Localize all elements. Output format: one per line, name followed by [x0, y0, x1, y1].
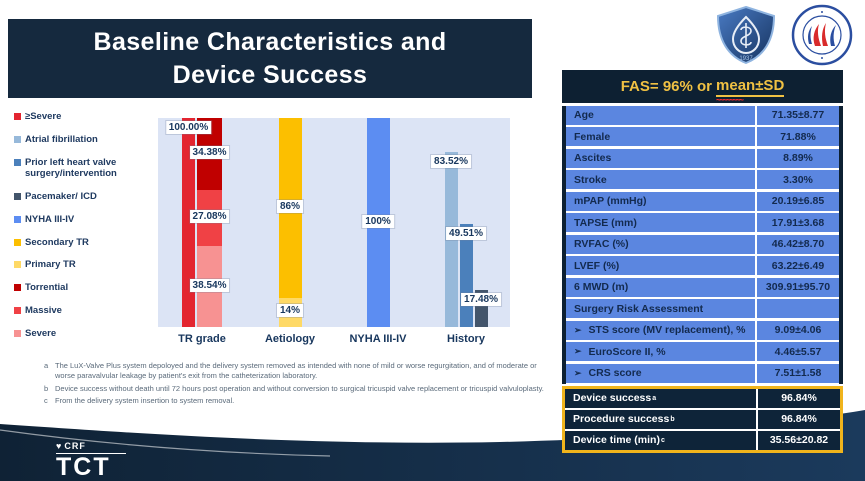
chart-group [422, 118, 510, 345]
table-row-value: 7.51±1.58 [757, 364, 839, 383]
table-row-label: LVEF (%) [566, 256, 755, 275]
legend-label: Severe [25, 328, 57, 340]
highlight-row-value: 96.84% [758, 389, 840, 408]
logo-group [715, 4, 853, 66]
baseline-table [562, 106, 843, 384]
table-row-label: ➢ EuroScore II, % [566, 342, 755, 361]
table-row-value: 3.30% [757, 170, 839, 189]
chart-group [246, 118, 334, 345]
legend-label: Atrial fibrillation [25, 133, 98, 145]
table-row [566, 321, 839, 340]
bar [192, 118, 227, 327]
bar-value-label: 17.48% [461, 293, 501, 306]
table-row-value: 20.19±6.85 [757, 192, 839, 211]
table-row-label: ➢ CRS score [566, 364, 755, 383]
table-row-value: 4.46±5.57 [757, 342, 839, 361]
legend-item [14, 238, 162, 249]
table-row [566, 278, 839, 297]
page-title-line1: Baseline Characteristics and [93, 27, 447, 56]
legend-label: Torrential [25, 282, 69, 294]
legend-label: Secondary TR [25, 236, 89, 248]
table-row-value: 309.91±95.70 [757, 278, 839, 297]
x-axis-label: NYHA III-IV [349, 333, 407, 345]
bar-value-label: 49.51% [446, 227, 486, 240]
table-row-label: mPAP (mmHg) [566, 192, 755, 211]
data-table-panel [562, 70, 843, 453]
table-row-label: Surgery Risk Assessment [566, 299, 755, 318]
legend-item [14, 260, 162, 271]
crf-label: CRF [64, 441, 86, 451]
table-row [566, 127, 839, 146]
arrow-bullet-icon: ➢ [574, 324, 582, 335]
footnote-marker: b [44, 383, 49, 393]
page-title-line2: Device Success [172, 60, 368, 89]
hospital-shield-logo [715, 6, 777, 64]
legend-swatch [14, 307, 21, 314]
table-row-value: 46.42±8.70 [757, 235, 839, 254]
table-row-value: 71.88% [757, 127, 839, 146]
table-row [566, 170, 839, 189]
crf-logo [56, 441, 126, 451]
footnote [44, 396, 558, 406]
legend-swatch [14, 261, 21, 268]
table-row [566, 299, 839, 318]
bar-cluster [279, 118, 302, 327]
table-row-value: 71.35±8.77 [757, 106, 839, 125]
highlight-table-row [565, 410, 840, 429]
highlight-row-label: Procedure success b [565, 410, 756, 429]
bar-value-label: 100.00% [166, 121, 211, 134]
highlight-table-row [565, 389, 840, 408]
tct-label: TCT [56, 453, 111, 481]
bar [367, 118, 390, 327]
table-row [566, 213, 839, 232]
bar-segment [445, 152, 458, 327]
legend-swatch [14, 136, 21, 143]
legend-item [14, 158, 162, 180]
legend-item [14, 215, 162, 226]
bar-value-label: 27.08% [190, 210, 230, 223]
bar [279, 118, 302, 327]
legend-swatch [14, 113, 21, 120]
table-row [566, 256, 839, 275]
legend-item [14, 112, 162, 123]
bar-value-label: 83.52% [431, 155, 471, 168]
table-row [566, 342, 839, 361]
table-row-value: 9.09±4.06 [757, 321, 839, 340]
table-row-label: 6 MWD (m) [566, 278, 755, 297]
footnote-text: From the delivery system insertion to system removal. [55, 396, 235, 406]
bar-value-label: 100% [362, 215, 394, 228]
bar-cluster [434, 118, 498, 327]
legend-label: Massive [25, 305, 62, 317]
chart-group [158, 118, 246, 345]
legend-swatch [14, 159, 21, 166]
table-row-value: 17.91±3.68 [757, 213, 839, 232]
table-row-value: 8.89% [757, 149, 839, 168]
footnote-text: Device success without death until 72 hours post operation and without conversion to surgical tricuspid valve replacement or tricuspid valvuloplasty. [55, 383, 544, 393]
legend-label: Prior left heart valve surgery/intervention [25, 156, 117, 179]
table-row-label: Ascites [566, 149, 755, 168]
table-row-label: ➢ STS score (MV replacement), % [566, 321, 755, 340]
footnote-marker: c [44, 396, 48, 406]
table-row [566, 106, 839, 125]
x-axis-label: TR grade [178, 333, 226, 345]
legend-swatch [14, 284, 21, 291]
highlight-table-row [565, 431, 840, 450]
legend-item [14, 306, 162, 317]
table-row-label: Stroke [566, 170, 755, 189]
highlight-row-value: 35.56±20.82 [758, 431, 840, 450]
highlight-row-label: Device success a [565, 389, 756, 408]
shield-year-label: 1937 [739, 56, 753, 62]
bar [464, 290, 498, 327]
legend-swatch [14, 239, 21, 246]
table-row-value [757, 299, 839, 318]
legend-label: ≥Severe [25, 111, 62, 122]
bar-value-label: 34.38% [190, 146, 230, 159]
highlight-row-label: Device time (min) c [565, 431, 756, 450]
footnote [44, 384, 558, 394]
table-row-label: RVFAC (%) [566, 235, 755, 254]
tct-logo [56, 441, 126, 480]
table-row-label: Female [566, 127, 755, 146]
bar-value-label: 86% [277, 200, 303, 213]
bar-value-label: 14% [277, 304, 303, 317]
legend-swatch [14, 216, 21, 223]
table-header-underlined-text: mean±SD ~~~~~~~~ [716, 77, 784, 97]
table-row-value: 63.22±6.49 [757, 256, 839, 275]
legend-label: Primary TR [25, 259, 76, 271]
table-row [566, 364, 839, 383]
legend-item [14, 192, 162, 203]
legend-item [14, 283, 162, 294]
bar-cluster [367, 118, 390, 327]
legend-swatch [14, 193, 21, 200]
arrow-bullet-icon: ➢ [574, 367, 582, 378]
table-row [566, 192, 839, 211]
highlight-row-value: 96.84% [758, 410, 840, 429]
bar-value-label: 38.54% [190, 279, 230, 292]
legend-label: NYHA III-IV [25, 213, 75, 225]
crf-heart-icon: ♥ [56, 440, 63, 451]
footnote [44, 361, 558, 381]
table-row-label: TAPSE (mm) [566, 213, 755, 232]
chart-legend [14, 112, 162, 352]
table-row [566, 149, 839, 168]
table-header-text: FAS= 96% or [620, 78, 713, 95]
footnote-marker: a [44, 361, 49, 370]
title-bar [8, 19, 532, 98]
arrow-bullet-icon: ➢ [574, 346, 582, 356]
legend-label: Pacemaker/ ICD [25, 190, 97, 202]
footnotes [44, 361, 558, 409]
bar-chart [158, 118, 510, 345]
legend-item [14, 135, 162, 146]
table-row-label: Age [566, 106, 755, 125]
bar-cluster [168, 118, 227, 327]
device-success-highlight-box [562, 386, 843, 453]
table-header [562, 70, 843, 103]
legend-item [14, 329, 162, 340]
x-axis-label: History [447, 333, 485, 345]
footnote-text: The LuX-Valve Plus system depoloyed and the delivery system removed as intended with none of mild or worse regurgitation, and of moderate or worse paravalvular leakage by patient's exit from the catheterization laboratory. [55, 361, 537, 380]
research-center-logo [791, 4, 853, 66]
chart-group [334, 118, 422, 345]
table-row [566, 235, 839, 254]
legend-swatch [14, 330, 21, 337]
x-axis-label: Aetiology [264, 333, 316, 345]
